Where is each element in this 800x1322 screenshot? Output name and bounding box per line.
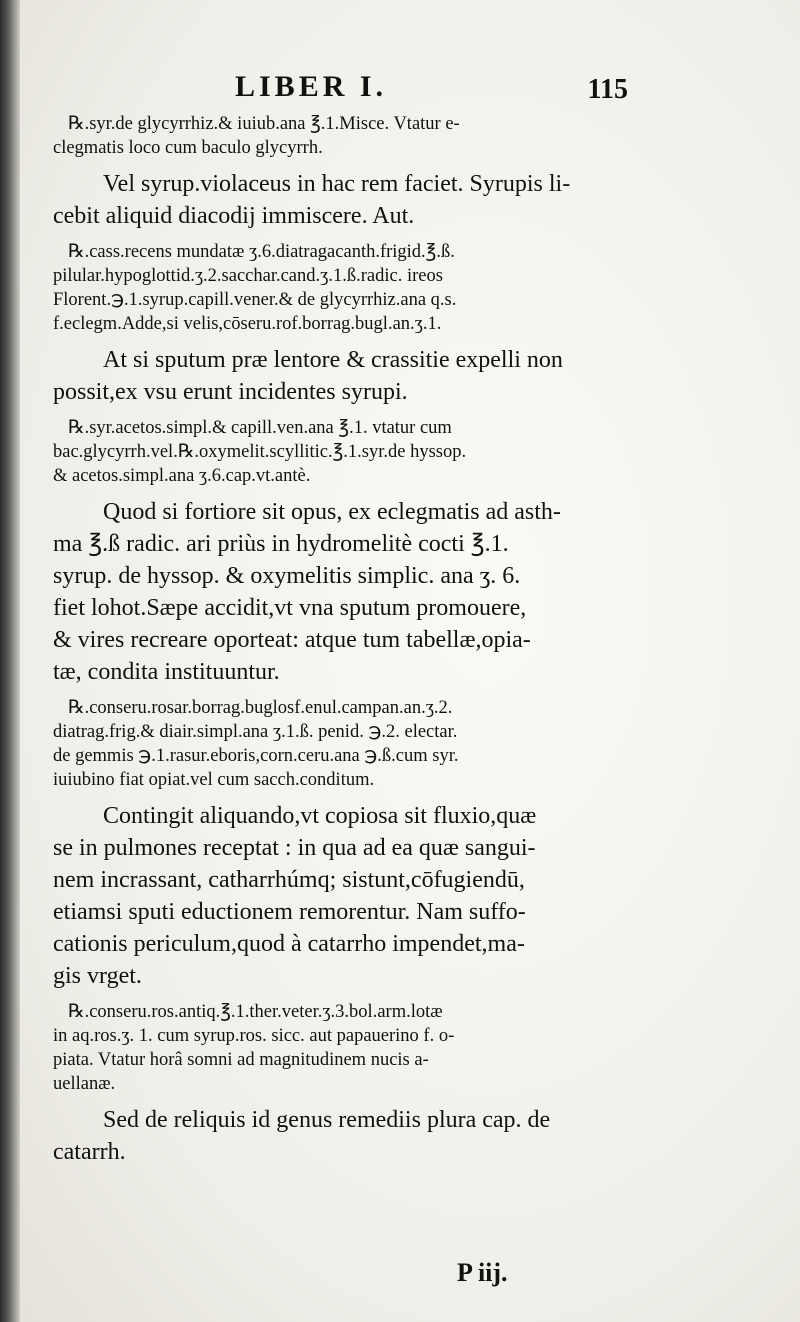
recipe-paragraph (53, 696, 653, 792)
text-line: diatrag.frig.& diair.simpl.ana ʒ.1.ß. penid. ℈.2. electar. (53, 722, 458, 742)
prose-paragraph (53, 496, 653, 688)
prose-paragraph (53, 800, 653, 992)
text-line: Quod si fortiore sit opus, ex eclegmatis ad asth- (103, 499, 561, 525)
book-page (20, 0, 800, 1322)
body-text (53, 112, 653, 1176)
text-line: ℞.conseru.rosar.borrag.buglosf.enul.campan.an.ʒ.2. (68, 698, 453, 718)
text-line: de gemmis ℈.1.rasur.eboris,corn.ceru.ana ℈.ß.cum syr. (53, 746, 459, 766)
page-number: 115 (587, 74, 628, 105)
page-gutter-shadow (0, 0, 20, 1322)
text-line: nem incrassant, catharrhúmq; sistunt,cōfugiendū, (53, 867, 525, 893)
text-line: in aq.ros.ʒ. 1. cum syrup.ros. sicc. aut papauerino f. o- (53, 1026, 455, 1046)
text-line: bac.glycyrrh.vel.℞.oxymelit.scyllitic.℥.1.syr.de hyssop. (53, 442, 467, 462)
prose-paragraph (53, 168, 653, 232)
recipe-paragraph (53, 240, 653, 336)
text-line: f.eclegm.Adde,si velis,cōseru.rof.borrag.bugl.an.ʒ.1. (53, 314, 442, 334)
prose-paragraph (53, 1104, 653, 1168)
text-line: Sed de reliquis id genus remediis plura cap. de (103, 1107, 551, 1133)
text-line: etiamsi sputi eductionem remorentur. Nam suffo- (53, 899, 526, 925)
text-line: ℞.syr.de glycyrrhiz.& iuiub.ana ℥.1.Misce. Vtatur e- (68, 114, 460, 134)
recipe-paragraph (53, 416, 653, 488)
text-line: possit,ex vsu erunt incidentes syrupi. (53, 379, 408, 405)
text-line: gis vrget. (53, 963, 142, 989)
prose-paragraph (53, 344, 653, 408)
text-line: se in pulmones receptat : in qua ad ea quæ sangui- (53, 835, 536, 861)
text-line: piata. Vtatur horâ somni ad magnitudinem nucis a- (53, 1050, 429, 1070)
page-header (20, 68, 800, 108)
text-line: cationis periculum,quod à catarrho impendet,ma- (53, 931, 525, 957)
text-line: ℞.conseru.ros.antiq.℥.1.ther.veter.ʒ.3.bol.arm.lotæ (68, 1002, 443, 1022)
text-line: uellanæ. (53, 1074, 116, 1094)
text-line: fiet lohot.Sæpe accidit,vt vna sputum promouere, (53, 595, 527, 621)
text-line: & vires recreare oporteat: atque tum tabellæ,opia- (53, 627, 531, 653)
text-line: syrup. de hyssop. & oxymelitis simplic. ana ʒ. 6. (53, 563, 521, 589)
text-line: cebit aliquid diacodij immiscere. Aut. (53, 203, 415, 229)
text-line: At si sputum præ lentore & crassitie expelli non (103, 347, 563, 373)
text-line: ma ℥.ß radic. ari priùs in hydromelitè cocti ℥.1. (53, 531, 509, 557)
text-line: clegmatis loco cum baculo glycyrrh. (53, 138, 323, 158)
running-title: LIBER I. (235, 70, 388, 103)
recipe-paragraph (53, 112, 653, 160)
text-line: tæ, condita instituuntur. (53, 659, 280, 685)
text-line: iuiubino fiat opiat.vel cum sacch.conditum. (53, 770, 375, 790)
text-line: Vel syrup.violaceus in hac rem faciet. Syrupis li- (103, 171, 571, 197)
text-line: ℞.cass.recens mundatæ ʒ.6.diatragacanth.frigid.℥.ß. (68, 242, 455, 262)
signature-mark: P iij. (457, 1258, 508, 1287)
text-line: Florent.℈.1.syrup.capill.vener.& de glycyrrhiz.ana q.s. (53, 290, 457, 310)
text-line: catarrh. (53, 1139, 126, 1165)
recipe-paragraph (53, 1000, 653, 1096)
text-line: Contingit aliquando,vt copiosa sit fluxio,quæ (103, 803, 537, 829)
text-line: pilular.hypoglottid.ʒ.2.sacchar.cand.ʒ.1.ß.radic. ireos (53, 266, 443, 286)
text-line: & acetos.simpl.ana ʒ.6.cap.vt.antè. (53, 466, 311, 486)
text-line: ℞.syr.acetos.simpl.& capill.ven.ana ℥.1. vtatur cum (68, 418, 452, 438)
